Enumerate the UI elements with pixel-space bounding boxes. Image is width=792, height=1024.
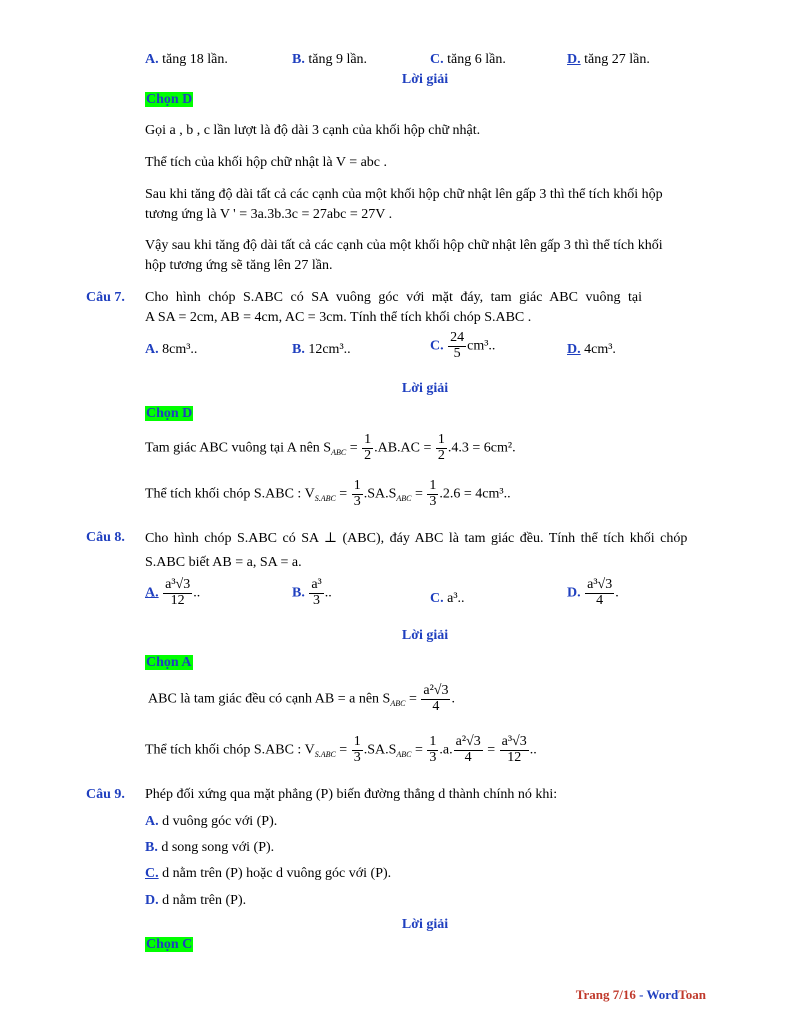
q6-line: Vậy sau khi tăng độ dài tất cả các cạnh của một khối hộp chữ nhật lên gấp 3 thì thể tích khối: [145, 238, 663, 253]
q8-option-a: A. $\frac{\text{a³√3}}{12}$ ..: [145, 577, 201, 608]
q9-label: Câu 9.: [86, 787, 125, 802]
q6-line: Sau khi tăng độ dài tất cả các cạnh của một khối hộp chữ nhật lên gấp 3 thì thể tích khối hộp: [145, 187, 663, 202]
q6-line: hộp tương ứng sẽ tăng lên 27 lần.: [145, 258, 333, 273]
q8-stem-line2: S.ABC biết AB = a, SA = a.: [145, 555, 302, 570]
q6-answer: Chọn D: [146, 92, 193, 107]
q8-option-d: D. $\frac{\text{a³√3}}{4}$ .: [567, 577, 619, 608]
page-footer: Trang 7/16 - WordToan: [575, 987, 706, 1002]
q8-stem-line1: Cho hình chóp S.ABC có SA ⊥ (ABC), đáy ABC là tam giác đều. Tính thể tích khối chóp: [145, 531, 688, 546]
q8-label: Câu 8.: [86, 530, 125, 545]
q6-option-d: D. tăng 27 lần.: [567, 52, 650, 67]
q9-option-c: C. d nằm trên (P) hoặc d vuông góc với (P).: [145, 866, 392, 881]
q7-stem-line1: Cho hình chóp S.ABC có SA vuông góc với mặt đáy, tam giác ABC vuông tại: [145, 290, 642, 305]
q7-solution-line2: Thể tích khối chóp S.ABC : $V_{S.ABC}$ = $\frac{1}{3}$ $.SA.S_{ABC}$ = $\frac{1}{3}$ .2.6 = 4cm³..: [145, 478, 511, 509]
q6-line: Gọi a , b , c lần lượt là độ dài 3 cạnh của khối hộp chữ nhật.: [145, 123, 481, 138]
q7-solution-title: Lời giải: [401, 381, 449, 396]
q8-solution-line1: ABC là tam giác đều có cạnh AB = a nên $S_{ABC}$ = $\frac{\text{a²√3}}{4}$ .: [148, 683, 455, 714]
q7-label: Câu 7.: [86, 290, 125, 305]
q6-line: tương ứng là V ' = 3a.3b.3c = 27abc = 27V .: [145, 207, 393, 222]
q8-option-c: C. a³..: [430, 591, 465, 606]
q7-option-d: D. 4cm³.: [567, 342, 616, 357]
q7-option-b: B. 12cm³..: [292, 342, 351, 357]
q6-option-a: A. tăng 18 lần.: [145, 52, 228, 67]
q9-option-d: D. d nằm trên (P).: [145, 893, 247, 908]
q9-answer: Chọn C: [146, 937, 193, 952]
q8-option-b: B. $\frac{\text{a³}}{3}$ ..: [292, 577, 332, 608]
q8-solution-line2: Thể tích khối chóp S.ABC : $V_{S.ABC}$ = $\frac{1}{3}$ $.SA.S_{ABC}$ = $\frac{1}{3}$ .a. $\frac{\text{a²√3}}{4}$ = $\frac{\text{a³√3}}{12}$ ..: [145, 734, 537, 765]
q7-solution-line1: Tam giác ABC vuông tại A nên $S_{ABC}$ = $\frac{1}{2}$ .AB.AC = $\frac{1}{2}$ .4.3 = 6cm².: [145, 432, 516, 463]
q8-answer: Chọn A: [146, 655, 192, 670]
q6-line: Thể tích của khối hộp chữ nhật là V = abc .: [145, 155, 388, 170]
q6-option-b: B. tăng 9 lần.: [292, 52, 368, 67]
q6-solution-title: Lời giải: [401, 72, 449, 87]
q9-solution-title: Lời giải: [401, 917, 449, 932]
q7-answer: Chọn D: [146, 406, 193, 421]
q9-stem: Phép đối xứng qua mặt phẳng (P) biến đường thẳng d thành chính nó khi:: [145, 787, 558, 802]
q7-option-a: A. 8cm³..: [145, 342, 198, 357]
q7-option-c: C. $\frac{24}{5}$ cm³..: [430, 330, 496, 361]
q6-option-c: C. tăng 6 lần.: [430, 52, 506, 67]
q8-solution-title: Lời giải: [401, 628, 449, 643]
q9-option-a: A. d vuông góc với (P).: [145, 814, 278, 829]
q7-stem-line2: A SA = 2cm, AB = 4cm, AC = 3cm. Tính thể tích khối chóp S.ABC .: [145, 310, 532, 325]
q9-option-b: B. d song song với (P).: [145, 840, 275, 855]
